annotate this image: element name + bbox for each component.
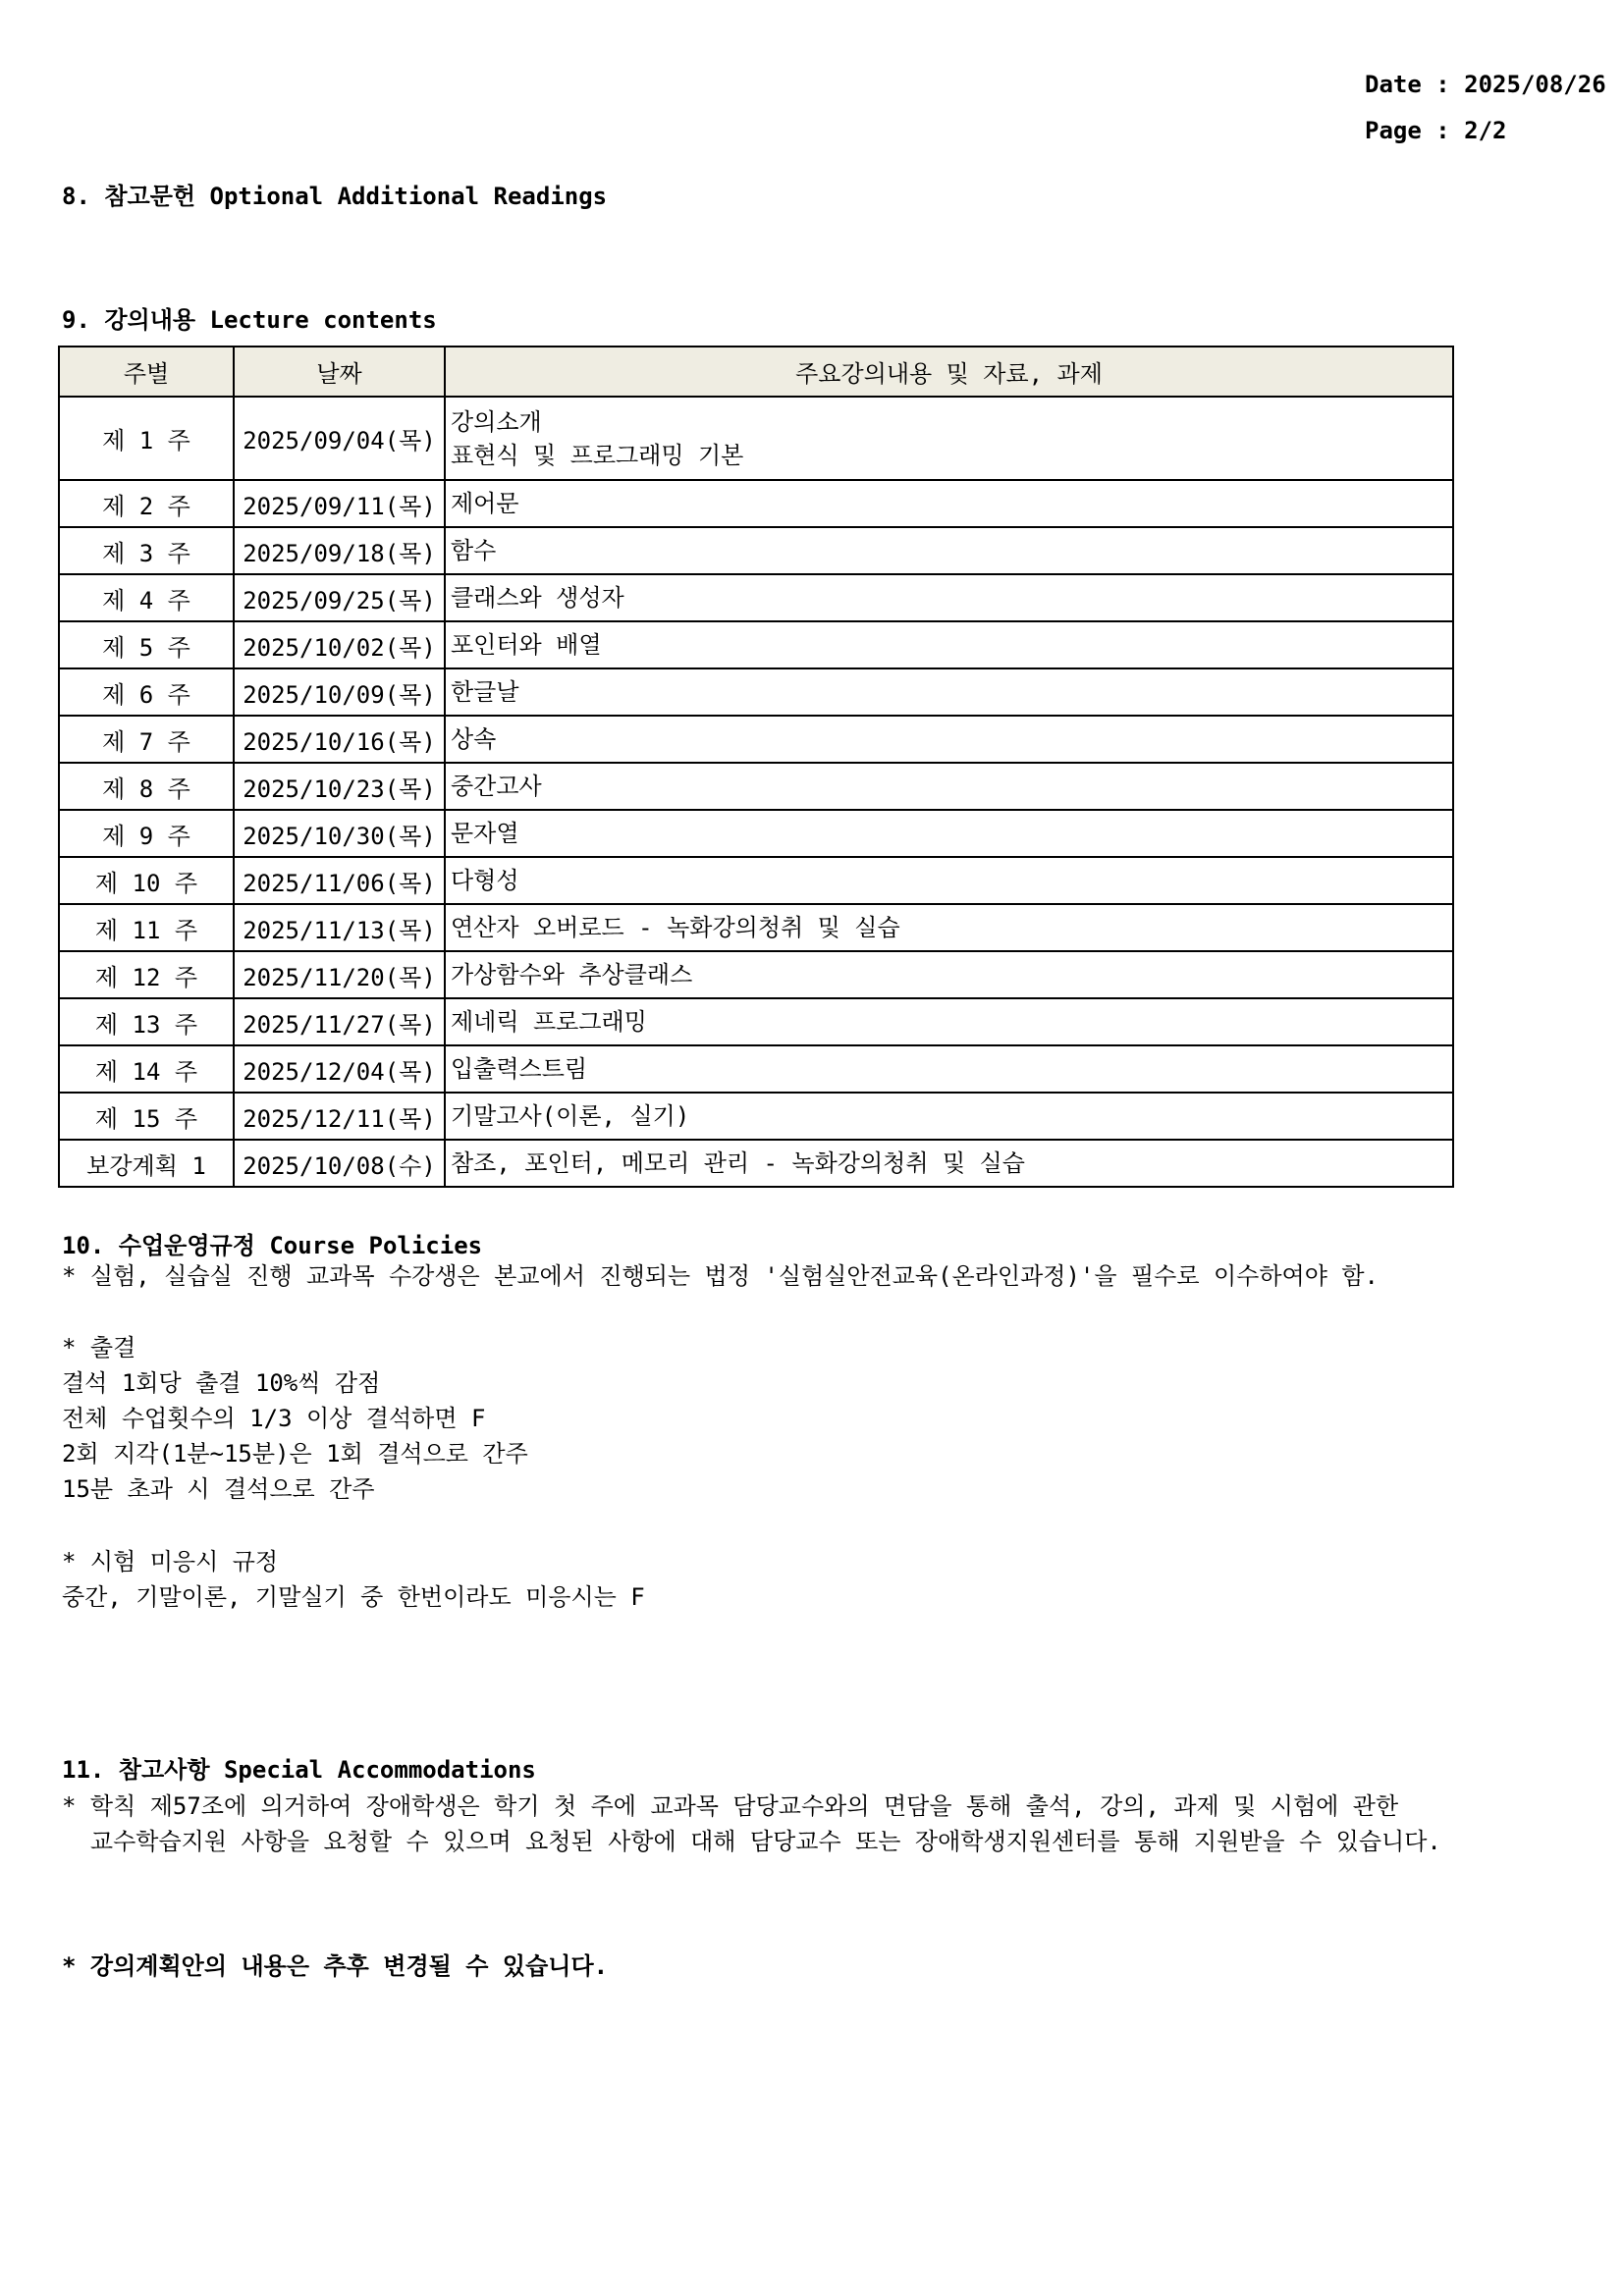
date-cell: 2025/10/02(목) bbox=[234, 621, 445, 668]
policy-safety: * 실험, 실습실 진행 교과목 수강생은 본교에서 진행되는 법정 '실험실안전교육(온라인과정)'을 필수로 이수하여야 함. bbox=[62, 1262, 1379, 1290]
table-header-row bbox=[59, 347, 1453, 397]
week-cell: 제 10 주 bbox=[59, 857, 234, 904]
content-cell: 연산자 오버로드 - 녹화강의청취 및 실습 bbox=[445, 904, 1453, 951]
content-cell: 제네릭 프로그래밍 bbox=[445, 998, 1453, 1045]
content-cell: 한글날 bbox=[445, 668, 1453, 716]
table-row bbox=[59, 574, 1453, 621]
week-cell: 제 4 주 bbox=[59, 574, 234, 621]
header-date: 날짜 bbox=[234, 347, 445, 397]
content-cell: 제어문 bbox=[445, 480, 1453, 527]
date-cell: 2025/10/08(수) bbox=[234, 1140, 445, 1187]
date-cell: 2025/12/04(목) bbox=[234, 1045, 445, 1093]
table-row bbox=[59, 480, 1453, 527]
content-cell: 중간고사 bbox=[445, 763, 1453, 810]
date-cell: 2025/09/25(목) bbox=[234, 574, 445, 621]
week-cell: 제 12 주 bbox=[59, 951, 234, 998]
week-cell: 제 3 주 bbox=[59, 527, 234, 574]
table-row bbox=[59, 668, 1453, 716]
content-cell: 입출력스트림 bbox=[445, 1045, 1453, 1093]
content-cell: 포인터와 배열 bbox=[445, 621, 1453, 668]
page-number: Page : 2/2 bbox=[1365, 117, 1507, 144]
content-cell: 강의소개 표현식 및 프로그래밍 기본 bbox=[445, 397, 1453, 480]
footer-note: * 강의계획안의 내용은 추후 변경될 수 있습니다. bbox=[62, 1952, 609, 1980]
policy-attendance: * 출결 결석 1회당 출결 10%씩 감점 전체 수업횟수의 1/3 이상 결석하면 F 2회 지각(1분~15분)은 1회 결석으로 간주 15분 초과 시 결석으로 간주 bbox=[62, 1334, 528, 1503]
table-row bbox=[59, 397, 1453, 480]
table-row bbox=[59, 951, 1453, 998]
date-cell: 2025/10/09(목) bbox=[234, 668, 445, 716]
date-cell: 2025/09/04(목) bbox=[234, 397, 445, 480]
content-cell: 가상함수와 추상클래스 bbox=[445, 951, 1453, 998]
table-row bbox=[59, 998, 1453, 1045]
table-row bbox=[59, 810, 1453, 857]
section-accommodations-title: 11. 참고사항 Special Accommodations bbox=[62, 1756, 536, 1784]
document-date: Date : 2025/08/26 bbox=[1365, 71, 1606, 98]
content-cell: 상속 bbox=[445, 716, 1453, 763]
table-row bbox=[59, 1045, 1453, 1093]
week-cell: 제 13 주 bbox=[59, 998, 234, 1045]
content-cell: 기말고사(이론, 실기) bbox=[445, 1093, 1453, 1140]
week-cell: 제 11 주 bbox=[59, 904, 234, 951]
week-cell: 제 15 주 bbox=[59, 1093, 234, 1140]
table-row bbox=[59, 527, 1453, 574]
content-cell: 참조, 포인터, 메모리 관리 - 녹화강의청취 및 실습 bbox=[445, 1140, 1453, 1187]
header-week: 주별 bbox=[59, 347, 234, 397]
date-cell: 2025/11/20(목) bbox=[234, 951, 445, 998]
week-cell: 제 5 주 bbox=[59, 621, 234, 668]
table-row bbox=[59, 716, 1453, 763]
section-readings-title: 8. 참고문헌 Optional Additional Readings bbox=[62, 183, 608, 210]
week-cell: 제 6 주 bbox=[59, 668, 234, 716]
date-cell: 2025/12/11(목) bbox=[234, 1093, 445, 1140]
table-row bbox=[59, 1140, 1453, 1187]
date-cell: 2025/11/06(목) bbox=[234, 857, 445, 904]
content-cell: 클래스와 생성자 bbox=[445, 574, 1453, 621]
policy-exam: * 시험 미응시 규정 중간, 기말이론, 기말실기 중 한번이라도 미응시는 F bbox=[62, 1548, 645, 1611]
date-cell: 2025/09/18(목) bbox=[234, 527, 445, 574]
content-cell: 문자열 bbox=[445, 810, 1453, 857]
header-content: 주요강의내용 및 자료, 과제 bbox=[445, 347, 1453, 397]
date-cell: 2025/10/30(목) bbox=[234, 810, 445, 857]
table-row bbox=[59, 904, 1453, 951]
week-cell: 제 7 주 bbox=[59, 716, 234, 763]
table-row bbox=[59, 1093, 1453, 1140]
table-row bbox=[59, 621, 1453, 668]
date-cell: 2025/10/16(목) bbox=[234, 716, 445, 763]
week-cell: 제 14 주 bbox=[59, 1045, 234, 1093]
accommodations-text: * 학칙 제57조에 의거하여 장애학생은 학기 첫 주에 교과목 담당교수와의 면담을 통해 출석, 강의, 과제 및 시험에 관한 교수학습지원 사항을 요청할 수 있으며 요청된 사항에 대해 담당교수 또는 장애학생지원센터를 통해 지원받을 수 있습니다. bbox=[62, 1792, 1441, 1855]
week-cell: 제 9 주 bbox=[59, 810, 234, 857]
week-cell: 제 8 주 bbox=[59, 763, 234, 810]
week-cell: 제 1 주 bbox=[59, 397, 234, 480]
section-policies-title: 10. 수업운영규정 Course Policies bbox=[62, 1232, 483, 1259]
lecture-table bbox=[58, 346, 1454, 1188]
date-cell: 2025/10/23(목) bbox=[234, 763, 445, 810]
table-row bbox=[59, 857, 1453, 904]
week-cell: 제 2 주 bbox=[59, 480, 234, 527]
section-lectures-title: 9. 강의내용 Lecture contents bbox=[62, 306, 437, 334]
week-cell: 보강계획 1 bbox=[59, 1140, 234, 1187]
content-cell: 함수 bbox=[445, 527, 1453, 574]
date-cell: 2025/11/27(목) bbox=[234, 998, 445, 1045]
date-cell: 2025/11/13(목) bbox=[234, 904, 445, 951]
content-cell: 다형성 bbox=[445, 857, 1453, 904]
date-cell: 2025/09/11(목) bbox=[234, 480, 445, 527]
table-row bbox=[59, 763, 1453, 810]
